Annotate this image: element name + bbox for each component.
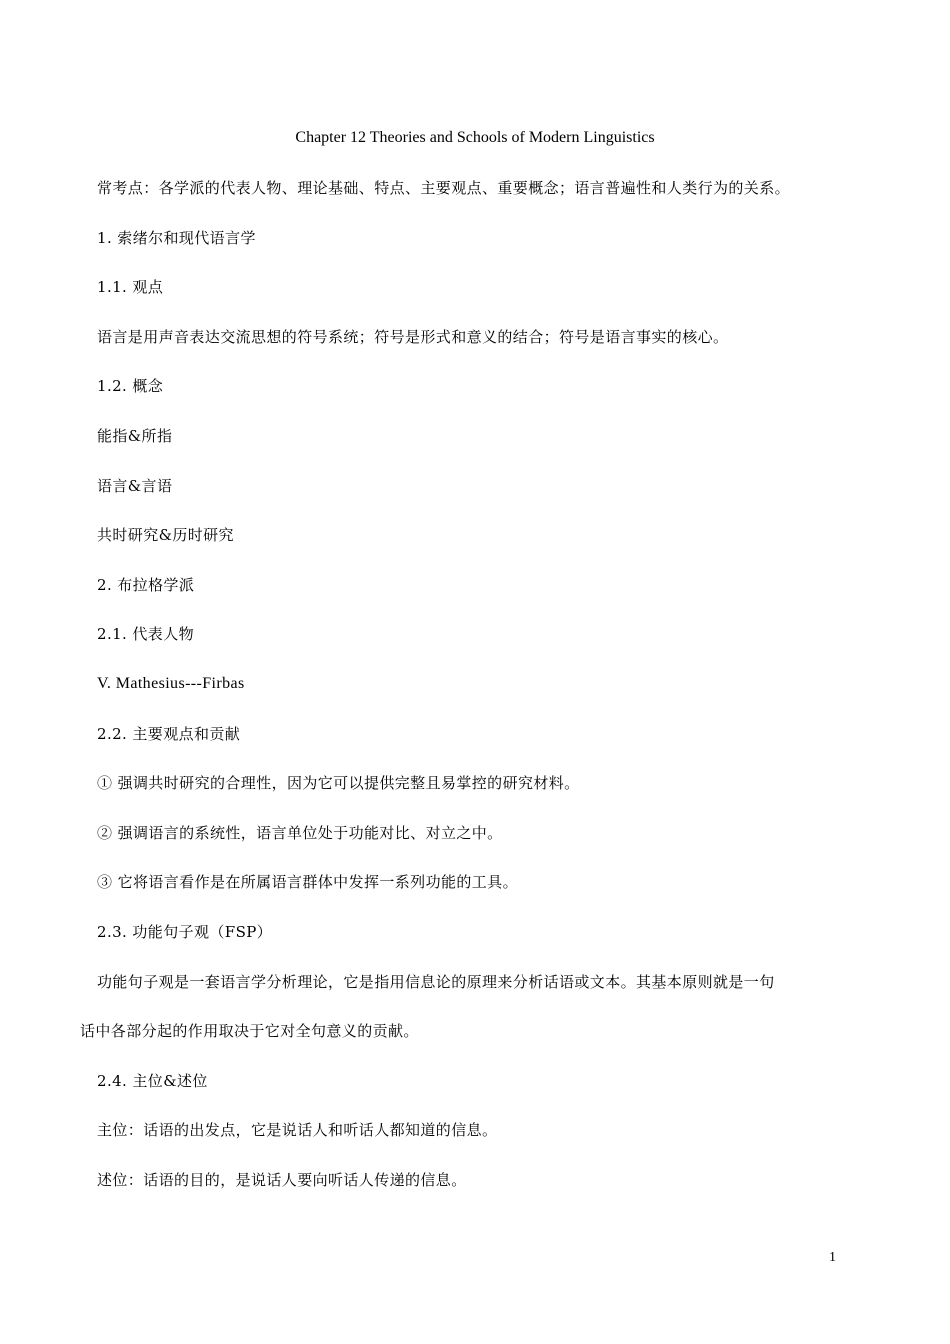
section-heading-2: 2. 布拉格学派 — [97, 575, 195, 594]
paragraph-fsp-line-1: 功能句子观是一套语言学分析理论，它是指用信息论的原理来分析话语或文本。其基本原则就是一句 — [97, 972, 775, 991]
list-item-3: ③ 它将语言看作是在所属语言群体中发挥一系列功能的工具。 — [97, 873, 518, 892]
concept-item-synchronic: 共时研究&历时研究 — [97, 526, 234, 545]
paragraph-saussure-view: 语言是用声音表达交流思想的符号系统；符号是形式和意义的结合；符号是语言事实的核心。 — [97, 327, 729, 346]
paragraph-fsp-line-2: 话中各部分起的作用取决于它对全句意义的贡献。 — [80, 1022, 419, 1041]
section-heading-1: 1. 索绪尔和现代语言学 — [97, 228, 256, 247]
definition-theme: 主位：话语的出发点，它是说话人和听话人都知道的信息。 — [97, 1121, 498, 1140]
section-heading-2-1: 2.1. 代表人物 — [97, 625, 194, 644]
section-heading-1-2: 1.2. 概念 — [97, 377, 164, 396]
concept-item-langue: 语言&言语 — [97, 476, 173, 495]
section-heading-2-4: 2.4. 主位&述位 — [97, 1071, 208, 1090]
list-item-1: ① 强调共时研究的合理性，因为它可以提供完整且易掌控的研究材料。 — [97, 774, 580, 793]
document-body — [80, 176, 870, 1217]
list-item-2: ② 强调语言的系统性，语言单位处于功能对比、对立之中。 — [97, 823, 503, 842]
concept-item-signifier: 能指&所指 — [97, 426, 173, 445]
definition-rheme: 述位：话语的目的，是说话人要向听话人传递的信息。 — [97, 1170, 467, 1189]
section-heading-2-2: 2.2. 主要观点和贡献 — [97, 724, 241, 743]
key-points-paragraph: 常考点：各学派的代表人物、理论基础、特点、主要观点、重要概念；语言普遍性和人类行为的关系。 — [97, 179, 791, 197]
section-heading-1-1: 1.1. 观点 — [97, 278, 164, 297]
representative-figures: V. Mathesius---Firbas — [97, 674, 245, 692]
page-number: 1 — [829, 1250, 836, 1265]
section-heading-2-3: 2.3. 功能句子观（FSP） — [97, 922, 273, 941]
chapter-title: Chapter 12 Theories and Schools of Modern Linguistics — [295, 129, 655, 146]
